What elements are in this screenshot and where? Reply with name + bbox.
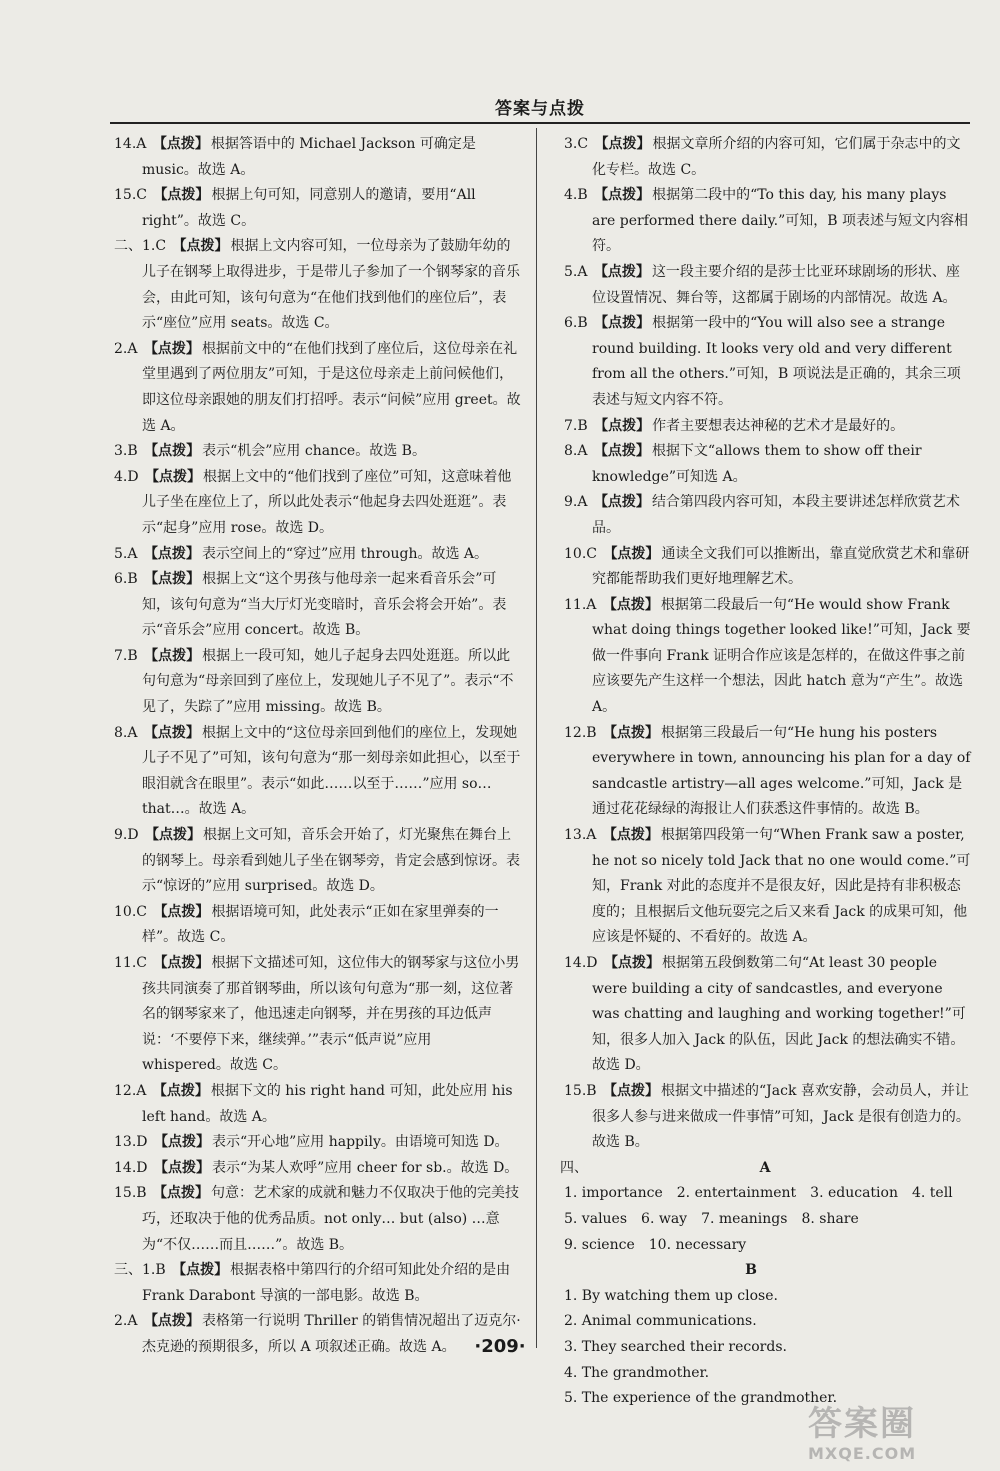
answer-item (560, 1079, 972, 1156)
answer-ans: C (136, 187, 147, 204)
answer-num: 13. (564, 827, 587, 844)
word-answer: 8. share (801, 1210, 859, 1227)
answer-ans: B (577, 417, 588, 434)
answer-tag: 【点拨】 (153, 1134, 210, 1151)
answer-text: 根据第五段倒数第二句“At least 30 people were building a city of sandcastles, and everyone was chatting and laughing and working together!”可知，很多人加入 Jack 的队伍，因此 Jack 的想法确实不错。故选 D。 (592, 955, 966, 1074)
answer-num: 5. (564, 263, 578, 280)
answer-tag: 【点拨】 (153, 1185, 210, 1202)
section-4b-title: B (745, 1262, 757, 1279)
answer-num: 12. (114, 1082, 137, 1099)
answer-item (560, 490, 972, 541)
answer-ans: B (577, 187, 588, 204)
answer-num: 14. (564, 955, 587, 971)
word-answer: 6. way (641, 1210, 688, 1227)
answer-item (110, 1258, 522, 1309)
left-column (110, 132, 522, 1361)
answer-tag: 【点拨】 (172, 238, 229, 255)
answer-item (110, 900, 522, 951)
answer-tag: 【点拨】 (153, 955, 210, 971)
answer-item (110, 234, 522, 336)
right-column (560, 132, 972, 1412)
answer-text: 根据上文可知，音乐会开始了，灯光聚焦在舞台上的钢琴上。母亲看到她儿子坐在钢琴旁，肯定会感到惊讶。表示“惊讶的”应用 surprised。故选 D。 (142, 827, 520, 895)
answer-item (110, 823, 522, 900)
answer-text: 根据表格中第四行的介绍可知此处介绍的是由 Frank Darabont 导演的一部电影。故选 B。 (142, 1262, 511, 1304)
answer-item (110, 644, 522, 721)
answer-ans: B (577, 315, 588, 332)
answer-ans: A (127, 724, 138, 741)
answer-tag: 【点拨】 (143, 340, 200, 357)
answer-ans: B (136, 1185, 147, 1202)
answer-tag: 【点拨】 (143, 545, 200, 562)
answer-text: 根据下文描述可知，这位伟大的钢琴家与这位小男孩共同演奏了那首钢琴曲，所以该句句意为“那一刻，这位著名的钢琴家来了，他迅速走向钢琴，并在男孩的耳边低声说：‘不要停下来，继续弹。’”表示“低声说”应用 whispered。故选 C。 (142, 955, 520, 1074)
answer-text: 根据上文中的“他们找到了座位”可知，这意味着他儿子坐在座位上了，所以此处表示“他起身去四处逛逛”。表示“起身”应用 rose。故选 D。 (142, 468, 512, 536)
answer-text: 表格第一行说明 Thriller 的销售情况超出了迈克尔·杰克逊的预期很多，所以 A 项叙述正确。故选 A。 (142, 1313, 521, 1355)
answer-sec: 二、 (114, 238, 142, 255)
watermark-title: 答案圈 (808, 1404, 916, 1444)
answer-text: 根据前文中的“在他们找到了座位后，这位母亲在礼堂里遇到了两位朋友”可知，于是这位母亲走上前问候他们，即这位母亲跟她的朋友们打招呼。表示“问候”应用 greet。故选 A。 (142, 340, 521, 434)
section-4a-answers (560, 1181, 972, 1258)
column-divider (536, 128, 537, 1348)
answer-text: 表示空间上的“穿过”应用 through。故选 A。 (201, 545, 489, 562)
answer-tag: 【点拨】 (153, 187, 210, 204)
answer-item (560, 439, 972, 490)
answer-ans: B (127, 647, 138, 664)
section-4-header (560, 1156, 972, 1182)
answer-ans: B (127, 571, 138, 588)
answer-ans: A (577, 494, 588, 511)
answer-text: 根据上一段可知，她儿子起身去四处逛逛。所以此句句意为“母亲回到了座位上，发现她儿子不见了”。表示“不见了，失踪了”应用 missing。故选 B。 (142, 647, 514, 716)
right-answer-list (560, 132, 972, 1156)
page-header: 答案与点拨 (495, 99, 585, 119)
answer-item (110, 132, 522, 183)
answer-ans: A (586, 596, 597, 613)
answer-text: 根据第四段第一句“When Frank saw a poster, he not so nicely told Jack that no one would come.”可知，Frank 对此的态度并不是很友好，因此是持有非积极态度的；且根据后文他玩耍完之后又来看 Jack 的成果可知，他应该是怀疑的、不看好的。故选 A。 (592, 827, 971, 946)
answer-tag: 【点拨】 (603, 545, 660, 562)
word-answer: 10. necessary (648, 1236, 747, 1253)
answer-num: 9. (114, 827, 128, 844)
answer-num: 8. (114, 724, 128, 741)
answer-num: 1. (142, 1262, 156, 1279)
answer-item (110, 951, 522, 1079)
answer-num: 6. (114, 571, 128, 588)
answer-text: 根据下文“allows them to show off their knowledge”可知选 A。 (592, 443, 922, 485)
answer-tag: 【点拨】 (594, 136, 651, 152)
answer-text: 根据语境可知，此处表示“正如在家里弹奏的一样”。故选 C。 (142, 903, 499, 946)
answer-item (110, 721, 522, 823)
answer-ans: A (127, 1313, 138, 1330)
answer-text: 这一段主要介绍的是莎士比亚环球剧场的形状、座位设置情况、舞台等，这都属于剧场的内部情况。故选 A。 (592, 263, 960, 306)
answer-text: 根据上文内容可知，一位母亲为了鼓励年幼的儿子在钢琴上取得进步，于是带儿子参加了一个钢琴家的音乐会，由此可知，该句句意为“在他们找到他们的座位后”，表示“座位”应用 seats。故选 C。 (142, 238, 520, 332)
answer-tag: 【点拨】 (603, 724, 660, 741)
answer-num: 14. (114, 136, 137, 152)
answer-item (560, 311, 972, 413)
word-answer: 2. entertainment (676, 1185, 797, 1202)
answer-ans: C (586, 545, 597, 562)
answer-item (560, 951, 972, 1079)
answer-num: 7. (564, 417, 578, 434)
answer-item (110, 1130, 522, 1156)
answer-text: 句意：艺术家的成就和魅力不仅取决于他的完美技巧，还取决于他的优秀品质。not only… but (also) …意为“不仅……而且……”。故选 B。 (142, 1185, 520, 1253)
answer-ans: A (577, 443, 588, 460)
answer-num: 3. (114, 443, 128, 460)
answer-num: 10. (564, 545, 587, 562)
answer-text: 结合第四段内容可知，本段主要讲述怎样欣赏艺术品。 (592, 494, 960, 536)
answer-num: 2. (114, 1313, 128, 1330)
answer-tag: 【点拨】 (594, 417, 651, 434)
answer-text: 作者主要想表达神秘的艺术才是最好的。 (652, 417, 905, 434)
answer-ans: D (586, 955, 598, 971)
answer-ans: D (136, 1159, 148, 1176)
answer-num: 4. (114, 468, 128, 485)
answer-tag: 【点拨】 (143, 1313, 200, 1330)
word-row (560, 1181, 972, 1207)
answer-tag: 【点拨】 (153, 1159, 210, 1176)
word-answer: 4. tell (911, 1185, 953, 1202)
watermark-logo (808, 1404, 983, 1464)
word-answer: 1. importance (564, 1185, 663, 1202)
answer-num: 5. (114, 545, 128, 562)
answer-tag: 【点拨】 (153, 903, 210, 920)
answer-text: 根据第三段最后一句“He hung his posters everywhere in town, announcing his plan for a day of sandcastle artistry—all ages welcome.”可知，Jack 是通过花花绿绿的海报让人们获悉这件事情的。故选 B。 (592, 724, 971, 818)
answer-item (560, 260, 972, 311)
section-4a-title: A (759, 1159, 771, 1176)
answer-text: 根据上句可知，同意别人的邀请，要用“All right”。故选 C。 (142, 187, 476, 229)
answer-num: 15. (564, 1082, 587, 1099)
answer-item (110, 337, 522, 439)
answer-tag: 【点拨】 (593, 443, 650, 460)
word-answer: 5. values (564, 1210, 628, 1227)
answer-item (560, 414, 972, 440)
answer-text: 表示“为某人欢呼”应用 cheer for sb.。故选 D。 (211, 1159, 519, 1176)
page-number: ·209· (474, 1336, 526, 1357)
answer-num: 6. (564, 315, 578, 332)
answer-ans: B (586, 1082, 597, 1099)
answer-sec: 三、 (114, 1262, 142, 1279)
answer-item (110, 567, 522, 644)
answer-ans: A (136, 136, 147, 152)
answer-ans: C (577, 136, 589, 152)
answer-item (560, 132, 972, 183)
answer-text: 表示“开心地”应用 happily。由语境可知选 D。 (211, 1134, 509, 1151)
answer-num: 7. (114, 647, 128, 664)
answer-text: 表示“机会”应用 chance。故选 B。 (202, 443, 426, 460)
answer-text: 根据第一段中的“You will also see a strange round building. It looks very old and very different from all the others.”可知，B 项说法是正确的，其余三项表述与短文内容不符。 (592, 315, 961, 408)
answer-tag: 【点拨】 (144, 443, 201, 460)
answer-num: 2. (114, 340, 128, 357)
answer-item (110, 1181, 522, 1258)
answer-ans: A (127, 545, 138, 562)
answer-tag: 【点拨】 (144, 647, 201, 664)
word-answer: 7. meanings (701, 1210, 788, 1227)
answer-text: 根据上文“这个男孩与他母亲一起来看音乐会”可知，该句句意为“当大厅灯光变暗时，音乐会将会开始”。表示“音乐会”应用 concert。故选 B。 (142, 571, 507, 639)
answer-tag: 【点拨】 (594, 315, 651, 332)
answer-tag: 【点拨】 (602, 596, 659, 613)
answer-tag: 【点拨】 (603, 955, 660, 971)
answer-tag: 【点拨】 (594, 187, 651, 204)
answer-ans: B (586, 724, 597, 741)
word-answer: 9. science (564, 1236, 635, 1253)
short-answer: 4. The grandmother. (564, 1364, 710, 1381)
answer-num: 10. (114, 903, 137, 920)
answer-num: 4. (564, 187, 578, 204)
answer-item (110, 465, 522, 542)
answer-text: 根据下文的 his right hand 可知，此处应用 his left hand。故选 A。 (142, 1082, 513, 1125)
answer-item (110, 1156, 522, 1182)
answer-tag: 【点拨】 (172, 1262, 229, 1279)
answer-text: 根据上文中的“这位母亲回到他们的座位上，发现她儿子不见了”可知，该句句意为“那一刻母亲如此担心，以至于眼泪就含在眼里”。表示“如此……以至于……”应用 so…that…。故选 A。 (142, 724, 521, 818)
answer-ans: C (136, 955, 147, 971)
answer-item (110, 1079, 522, 1130)
answer-tag: 【点拨】 (152, 136, 209, 152)
answer-tag: 【点拨】 (602, 827, 659, 844)
answer-ans: C (136, 903, 147, 920)
word-row (560, 1233, 972, 1259)
section-4-label: 四、 (560, 1159, 588, 1176)
answer-ans: D (136, 1134, 148, 1151)
answer-tag: 【点拨】 (144, 571, 201, 588)
answer-tag: 【点拨】 (593, 494, 650, 511)
answer-num: 12. (564, 724, 587, 741)
answer-item (110, 542, 522, 568)
answer-ans: D (127, 827, 139, 844)
answer-tag: 【点拨】 (593, 263, 650, 280)
short-answer: 5. The experience of the grandmother. (564, 1390, 838, 1407)
answer-text: 根据答语中的 Michael Jackson 可确定是 music。故选 A。 (142, 136, 476, 178)
answer-ans: A (136, 1082, 147, 1099)
answer-tag: 【点拨】 (145, 468, 202, 485)
answer-item (560, 593, 972, 721)
short-answer: 1. By watching them up close. (564, 1287, 778, 1304)
word-answer: 3. education (810, 1185, 898, 1202)
answer-num: 13. (114, 1134, 137, 1151)
answer-num: 11. (564, 596, 587, 613)
short-answer: 2. Animal communications. (564, 1313, 757, 1330)
answer-item (110, 439, 522, 465)
answer-tag: 【点拨】 (143, 724, 200, 741)
answer-text: 根据文章所介绍的内容可知，它们属于杂志中的文化专栏。故选 C。 (592, 136, 961, 178)
answer-num: 14. (114, 1159, 137, 1176)
answer-ans: B (127, 443, 138, 460)
answer-num: 1. (142, 238, 156, 255)
answer-num: 8. (564, 443, 578, 460)
answer-item (560, 721, 972, 823)
answer-text: 根据文中描述的“Jack 喜欢安静，会动员人，并让很多人参与进来做成一件事情”可知，Jack 是很有创造力的。故选 B。 (592, 1082, 970, 1151)
answer-text: 根据第二段最后一句“He would show Frank what doing things together looked like!”可知，Jack 要做一件事向 Frank 证明合作应该是怎样的，在做这件事之前应该要先产生这样一个想法，因此 hatch 意为“产生”。故选 A。 (592, 596, 971, 716)
answer-ans: A (586, 827, 597, 844)
answer-ans: D (127, 468, 139, 485)
header-rule (110, 122, 970, 124)
watermark-url: MXQE.COM (808, 1444, 917, 1463)
answer-num: 9. (564, 494, 578, 511)
answer-item (560, 542, 972, 593)
answer-text: 通读全文我们可以推断出，靠直觉欣赏艺术和靠研究都能帮助我们更好地理解艺术。 (592, 545, 970, 588)
answer-ans: A (127, 340, 138, 357)
answer-num: 11. (114, 955, 137, 971)
answer-num: 15. (114, 187, 137, 204)
answer-num: 15. (114, 1185, 137, 1202)
answer-item (560, 823, 972, 951)
answer-ans: C (155, 238, 167, 255)
answer-tag: 【点拨】 (145, 827, 202, 844)
answer-tag: 【点拨】 (603, 1082, 660, 1099)
short-answer: 3. They searched their records. (564, 1338, 787, 1355)
answer-item (110, 183, 522, 234)
answer-ans: B (155, 1262, 166, 1279)
answer-num: 3. (564, 136, 578, 152)
answer-text: 根据第二段中的“To this day, his many plays are performed there daily.”可知，B 项表述与短文内容相符。 (592, 187, 969, 255)
word-row (560, 1207, 972, 1233)
answer-item (560, 183, 972, 260)
answer-tag: 【点拨】 (152, 1082, 209, 1099)
answer-ans: A (577, 263, 588, 280)
